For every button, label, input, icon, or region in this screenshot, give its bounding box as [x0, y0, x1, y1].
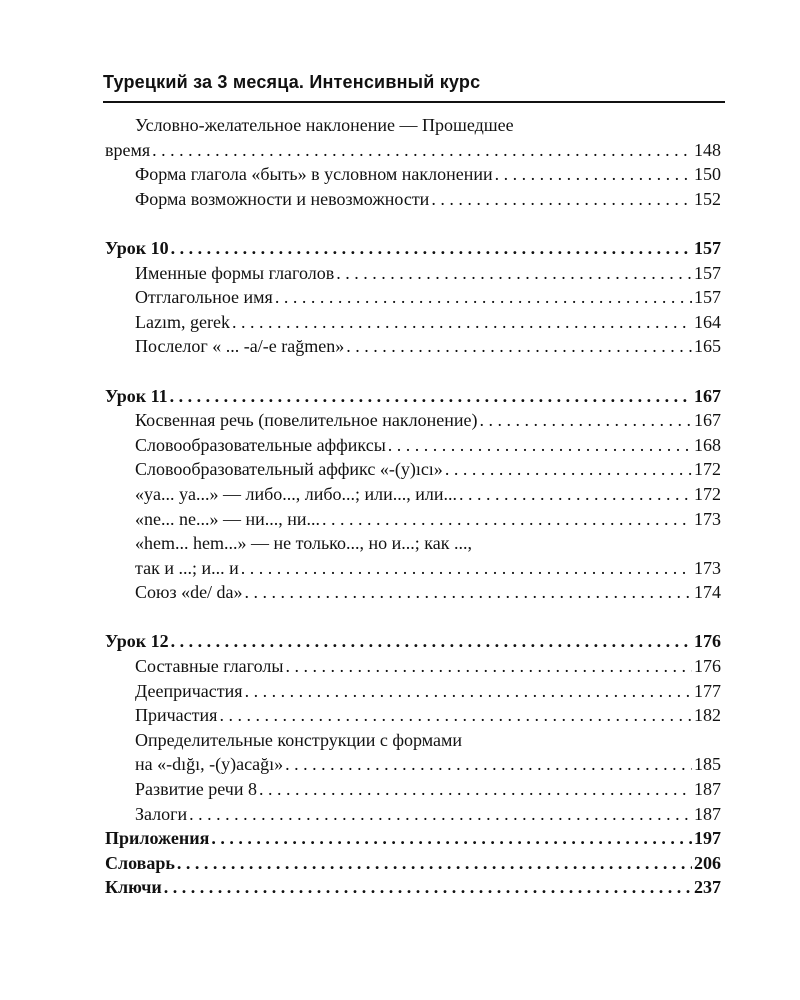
dot-leader	[388, 433, 692, 458]
toc-entry-label: Словообразовательный аффикс «-(y)ıcı»	[135, 459, 443, 480]
toc-entry[interactable]	[105, 556, 721, 581]
dot-leader	[164, 875, 692, 900]
toc-entry-label: Причастия	[135, 705, 218, 726]
dot-leader	[285, 654, 692, 679]
toc-entry[interactable]	[105, 679, 721, 704]
toc-entry-label: «ne... ne...» — ни..., ни...	[135, 508, 321, 529]
toc-entry-label: Косвенная речь (повелительное наклонение)	[135, 410, 478, 431]
toc-page-number: 187	[694, 803, 721, 824]
toc-page-number: 172	[694, 459, 721, 480]
toc-entry[interactable]	[105, 580, 721, 605]
spacer	[105, 605, 721, 630]
dot-leader	[189, 802, 692, 827]
toc-entry[interactable]	[105, 162, 721, 187]
toc-entry-label: Урок 12	[105, 631, 169, 652]
toc-section-heading[interactable]	[105, 851, 721, 876]
toc-page-number: 168	[694, 434, 721, 455]
toc-entry-label: Деепричастия	[135, 680, 243, 701]
toc-entry-label: Урок 11	[105, 385, 168, 406]
table-of-contents	[105, 113, 721, 900]
toc-page-number: 187	[694, 779, 721, 800]
toc-entry-label: Залоги	[135, 803, 188, 824]
running-header: Турецкий за 3 месяца. Интенсивный курс	[103, 72, 481, 92]
toc-page-number: 185	[694, 754, 721, 775]
toc-entry[interactable]	[105, 310, 721, 335]
toc-entry-label: Lazım, gerek	[135, 311, 230, 332]
toc-lesson-heading[interactable]	[105, 236, 721, 261]
toc-entry[interactable]	[105, 334, 721, 359]
toc-page-number: 164	[694, 311, 721, 332]
toc-entry-label: Именные формы глаголов	[135, 262, 335, 283]
toc-entry[interactable]	[105, 187, 721, 212]
dot-leader	[445, 457, 692, 482]
toc-entry-label: Словообразовательные аффиксы	[135, 434, 386, 455]
toc-page-number: 157	[694, 237, 721, 258]
toc-entry[interactable]	[105, 654, 721, 679]
dot-leader	[177, 851, 692, 876]
toc-page-number: 174	[694, 582, 721, 603]
toc-entry-label: Приложения	[105, 828, 210, 849]
toc-lesson-heading[interactable]	[105, 629, 721, 654]
dot-leader	[171, 236, 692, 261]
dot-leader	[259, 777, 692, 802]
header-rule	[103, 101, 725, 103]
dot-leader	[245, 580, 692, 605]
toc-entry-label: Форма возможности и невозможности	[135, 188, 430, 209]
toc-entry[interactable]	[105, 802, 721, 827]
dot-leader	[170, 384, 692, 409]
toc-entry[interactable]	[105, 703, 721, 728]
toc-entry[interactable]	[105, 433, 721, 458]
toc-page-number: 176	[694, 656, 721, 677]
toc-lesson-heading[interactable]	[105, 384, 721, 409]
toc-page-number: 165	[694, 336, 721, 357]
toc-page-number: 237	[694, 877, 721, 898]
spacer	[105, 211, 721, 236]
toc-section-heading[interactable]	[105, 875, 721, 900]
toc-entry-text-line: Определительные конструкции с формами	[135, 729, 463, 750]
toc-entry[interactable]	[105, 507, 721, 532]
dot-leader	[431, 187, 692, 212]
toc-entry[interactable]	[105, 777, 721, 802]
toc-entry-label: Отглагольное имя	[135, 287, 273, 308]
toc-entry-label: Составные глаголы	[135, 656, 284, 677]
toc-entry-label: «ya... ya...» — либо..., либо...; или..., или...	[135, 483, 458, 504]
toc-page-number: 206	[694, 852, 721, 873]
toc-entry-text-line: «hem... hem...» — не только..., но и...; как ...,	[135, 533, 472, 554]
toc-page-number: 197	[694, 828, 721, 849]
toc-entry-label: время	[105, 139, 151, 160]
toc-entry[interactable]	[105, 285, 721, 310]
dot-leader	[211, 826, 692, 851]
toc-entry-label: Форма глагола «быть» в условном наклонении	[135, 164, 493, 185]
toc-page-number: 150	[694, 164, 721, 185]
toc-entry[interactable]	[105, 752, 721, 777]
toc-entry-label: Урок 10	[105, 237, 169, 258]
toc-entry[interactable]	[105, 457, 721, 482]
toc-entry-label: на «-dığı, -(y)acağı»	[135, 754, 284, 775]
toc-page-number: 167	[694, 410, 721, 431]
toc-entry-label: так и ...; и... и	[135, 557, 239, 578]
toc-page-number: 148	[694, 139, 721, 160]
toc-entry-label: Послелог « ... -a/-e rağmen»	[135, 336, 345, 357]
dot-leader	[245, 679, 692, 704]
dot-leader	[495, 162, 692, 187]
dot-leader	[346, 334, 692, 359]
toc-page-number: 173	[694, 557, 721, 578]
toc-entry[interactable]	[105, 138, 721, 163]
dot-leader	[171, 629, 692, 654]
dot-leader	[232, 310, 692, 335]
toc-page-number: 177	[694, 680, 721, 701]
dot-leader	[322, 507, 692, 532]
toc-entry-text-line: Условно-желательное наклонение — Прошедшее	[135, 115, 514, 135]
toc-page-number: 172	[694, 483, 721, 504]
toc-page-number: 157	[694, 262, 721, 283]
dot-leader	[241, 556, 692, 581]
toc-entry-label: Союз «de/ da»	[135, 582, 243, 603]
toc-page-number: 176	[694, 631, 721, 652]
toc-entry-label: Ключи	[105, 877, 162, 898]
toc-entry[interactable]	[105, 408, 721, 433]
toc-page-number: 182	[694, 705, 721, 726]
toc-page-number: 157	[694, 287, 721, 308]
dot-leader	[285, 752, 692, 777]
dot-leader	[480, 408, 692, 433]
toc-page-number: 152	[694, 188, 721, 209]
dot-leader	[275, 285, 692, 310]
toc-page-number: 167	[694, 385, 721, 406]
dot-leader	[219, 703, 692, 728]
dot-leader	[459, 482, 692, 507]
dot-leader	[152, 138, 692, 163]
toc-page-number: 173	[694, 508, 721, 529]
toc-section-heading[interactable]	[105, 826, 721, 851]
toc-entry[interactable]	[105, 261, 721, 286]
spacer	[105, 359, 721, 384]
toc-entry[interactable]	[105, 482, 721, 507]
toc-entry-label: Развитие речи 8	[135, 779, 257, 800]
dot-leader	[336, 261, 692, 286]
toc-entry-label: Словарь	[105, 852, 175, 873]
